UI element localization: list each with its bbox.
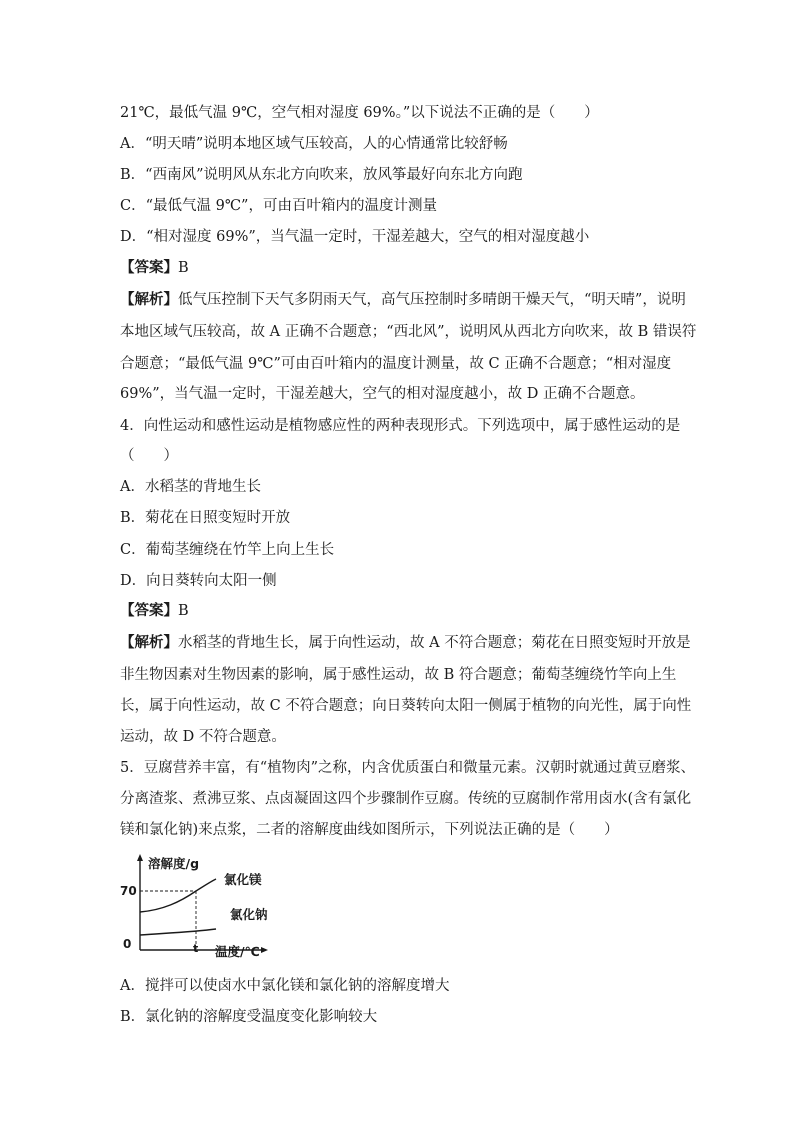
q4-option-a: A．水稻茎的背地生长 [120,479,261,495]
q3-analysis-line-4: 69%”，当气温一定时，干湿差越大，空气的相对湿度越小，故 D 正确不合题意。 [120,386,645,402]
answer-value: B [178,260,189,276]
q3-option-c: C．“最低气温 9℃”，可由百叶箱内的温度计测量 [120,198,437,214]
q5-option-a: A．搅拌可以使卤水中氯化镁和氯化钠的溶解度增大 [120,978,450,994]
analysis-label: 【解析】 [120,291,178,308]
x-tick-t: t [193,942,199,955]
question-5-stem-1: 5．豆腐营养丰富，有“植物肉”之称，内含优质蛋白和微量元素。汉朝时就通过黄豆磨浆、 [120,760,696,776]
q3-option-b: B．“西南风”说明风从东北方向吹来，放风筝最好向东北方向跑 [120,167,523,183]
q3-option-a: A．“明天晴”说明本地区域气压较高，人的心情通常比较舒畅 [120,136,508,152]
question-4-stem: 4．向性运动和感性运动是植物感应性的两种表现形式。下列选项中，属于感性运动的是 [120,418,681,434]
series-label-nacl: 氯化钠 [230,907,268,922]
y-tick-70: 70 [120,884,137,898]
mgcl2-curve [140,879,216,912]
question-4-blank: （ ） [120,448,178,464]
question-5-stem-3: 镁和氯化钠)来点浆，二者的溶解度曲线如图所示，下列说法正确的是（ ） [120,822,619,838]
analysis-text: 水稻茎的背地生长，属于向性运动，故 A 不符合题意；菊花在日照变短时开放是 [178,635,691,651]
series-label-mgcl2: 氯化镁 [224,872,262,887]
q4-analysis-line-2: 非生物因素对生物因素的影响，属于感性运动，故 B 符合题意；葡萄茎缠绕竹竿向上生 [120,667,677,683]
analysis-text: 低气压控制下天气多阴雨天气，高气压控制时多晴朗干燥天气，“明天晴”，说明 [178,292,686,308]
q3-answer [120,258,189,278]
analysis-label: 【解析】 [120,634,178,651]
y-axis-arrow [137,854,143,861]
origin-label: 0 [123,937,132,951]
answer-value: B [178,603,189,619]
nacl-curve [140,929,216,935]
answer-label: 【答案】 [120,602,178,619]
q3-analysis-line-1 [120,290,686,310]
q5-option-b: B．氯化钠的溶解度受温度变化影响较大 [120,1009,378,1025]
q3-option-d: D．“相对湿度 69%”，当气温一定时，干湿差越大，空气的相对湿度越小 [120,229,590,245]
q4-option-b: B．菊花在日照变短时开放 [120,510,291,526]
q3-analysis-line-3: 合题意；“最低气温 9℃”可由百叶箱内的温度计测量，故 C 正确不合题意；“相对湿度 [120,356,672,372]
question-3-stem-end: 21℃，最低气温 9℃，空气相对湿度 69%。”以下说法不正确的是（ ） [120,105,599,121]
solubility-figure [118,852,288,968]
y-axis-label: 溶解度/g [148,856,200,871]
question-5-stem-2: 分离渣浆、煮沸豆浆、点卤凝固这四个步骤制作豆腐。传统的豆腐制作常用卤水(含有氯化 [120,791,692,807]
x-axis-label: 温度/℃ [215,944,260,959]
x-axis-arrow [261,947,268,953]
q4-option-c: C．葡萄茎缠绕在竹竿上向上生长 [120,542,335,558]
q4-answer [120,601,189,621]
q4-analysis-line-1 [120,633,691,653]
answer-label: 【答案】 [120,259,178,276]
q4-analysis-line-3: 长，属于向性运动，故 C 不符合题意；向日葵转向太阳一侧属于植物的向光性，属于向性 [120,698,692,714]
q4-option-d: D．向日葵转向太阳一侧 [120,573,277,589]
q4-analysis-line-4: 运动，故 D 不符合题意。 [120,729,286,745]
q3-analysis-line-2: 本地区域气压较高，故 A 正确不合题意；“西北风”，说明风从西北方向吹来，故 B 错误符 [120,324,697,340]
